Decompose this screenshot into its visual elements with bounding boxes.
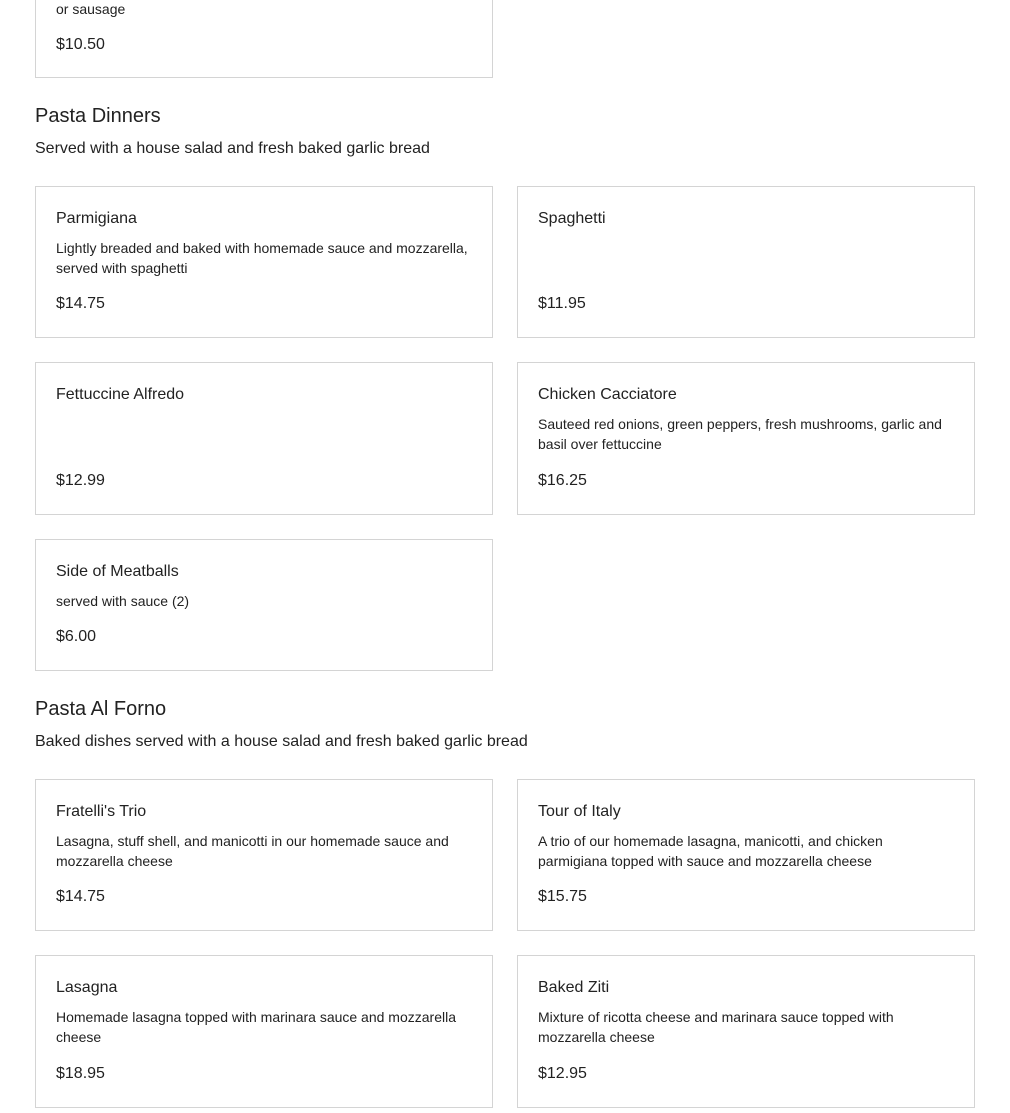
menu-item-price: $14.75 xyxy=(56,888,105,905)
menu-item-description: Lasagna, stuff shell, and manicotti in our homemade sauce and mozzarella cheese xyxy=(56,833,449,869)
menu-item-card[interactable] xyxy=(517,186,975,338)
menu-item-card[interactable] xyxy=(517,362,975,515)
menu-item-card[interactable] xyxy=(35,186,493,338)
menu-item-description: served with sauce (2) xyxy=(56,593,190,609)
menu-item-card[interactable] xyxy=(517,955,975,1108)
menu-item-card[interactable] xyxy=(517,779,975,931)
menu-item-description: Sauteed red onions, green peppers, fresh mushrooms, garlic and basil over fettuccine xyxy=(538,416,942,452)
menu-item-name: Parmigiana xyxy=(56,210,137,227)
menu-item-name: Baked Ziti xyxy=(538,979,610,996)
menu-item-price: $18.95 xyxy=(56,1065,105,1082)
menu-item-name: Tour of Italy xyxy=(538,803,621,820)
menu-item-price: $12.99 xyxy=(56,472,105,489)
menu-item-name: Side of Meatballs xyxy=(56,563,179,580)
menu-item-description: A trio of our homemade lasagna, manicotti, and chicken parmigiana topped with sauce and mozzarella cheese xyxy=(538,833,883,869)
menu-item-price: $16.25 xyxy=(538,472,587,489)
menu-item-price: $14.75 xyxy=(56,295,105,312)
menu-item-name: Lasagna xyxy=(56,979,118,996)
menu-item-name: Fratelli's Trio xyxy=(56,803,147,820)
menu-item-card[interactable] xyxy=(35,0,493,78)
menu-item-price: $12.95 xyxy=(538,1065,587,1082)
section-subtitle-pasta-al-forno: Baked dishes served with a house salad and fresh baked garlic bread xyxy=(35,733,528,750)
menu-item-card[interactable] xyxy=(35,955,493,1108)
section-title-pasta-dinners: Pasta Dinners xyxy=(35,105,161,127)
menu-item-price: $15.75 xyxy=(538,888,587,905)
menu-item-name: Chicken Cacciatore xyxy=(538,386,677,403)
menu-item-name: Spaghetti xyxy=(538,210,606,227)
menu-item-price: $6.00 xyxy=(56,628,97,645)
menu-item-card[interactable] xyxy=(35,779,493,931)
menu-item-description: Homemade lasagna topped with marinara sauce and mozzarella cheese xyxy=(56,1009,456,1045)
section-subtitle-pasta-dinners: Served with a house salad and fresh baked garlic bread xyxy=(35,140,430,157)
menu-item-price: $11.95 xyxy=(538,295,586,312)
menu-item-description: or sausage xyxy=(56,1,126,17)
menu-item-name: Fettuccine Alfredo xyxy=(56,386,185,403)
menu-item-price: $10.50 xyxy=(56,36,105,53)
menu-item-description: Lightly breaded and baked with homemade sauce and mozzarella, served with spaghetti xyxy=(56,240,468,276)
menu-item-description: Mixture of ricotta cheese and marinara sauce topped with mozzarella cheese xyxy=(538,1009,894,1045)
menu-item-card[interactable] xyxy=(35,539,493,671)
menu-item-card[interactable] xyxy=(35,362,493,515)
section-title-pasta-al-forno: Pasta Al Forno xyxy=(35,698,167,720)
